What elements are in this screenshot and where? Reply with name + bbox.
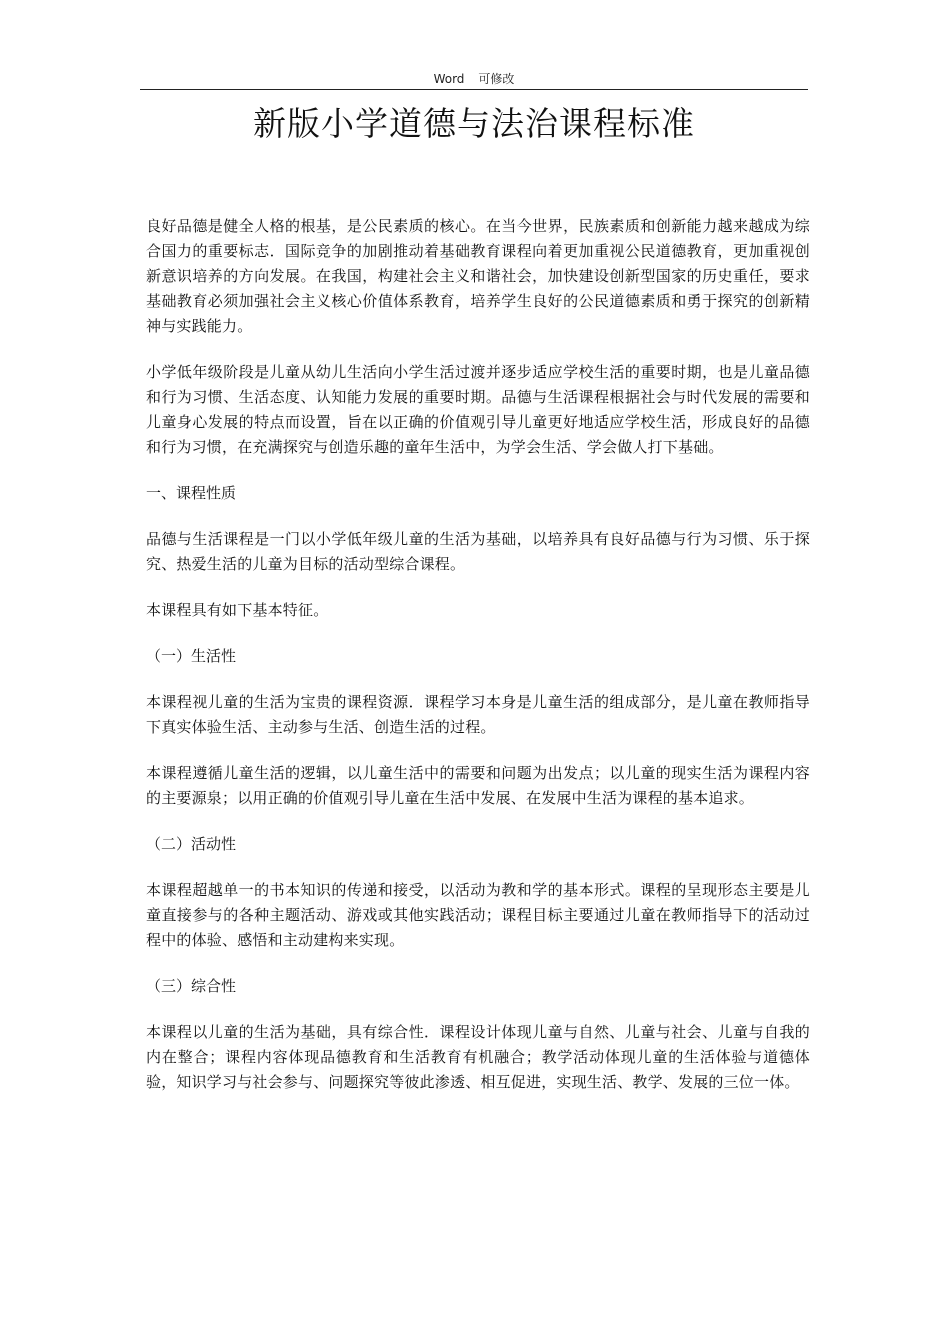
section-heading-nature: 一、课程性质 — [146, 484, 237, 502]
header-editable-note: 可修改 — [478, 72, 515, 86]
paragraph-life-1: 本课程视儿童的生活为宝贵的课程资源．课程学习本身是儿童生活的组成部分，是儿童在教师指导下真实体验生活、主动参与生活、创造生活的过程。 — [146, 693, 810, 736]
document-body — [146, 214, 810, 1116]
subheading-life: （一）生活性 — [146, 647, 237, 665]
page-header — [140, 70, 808, 90]
paragraph-features-intro: 本课程具有如下基本特征。 — [146, 601, 329, 619]
header-app-label: Word — [433, 72, 465, 86]
subheading-comprehensive: （三）综合性 — [146, 977, 237, 995]
paragraph-comprehensive: 本课程以儿童的生活为基础，具有综合性．课程设计体现儿童与自然、儿童与社会、儿童与自我的内在整合；课程内容体现品德教育和生活教育有机融合；教学活动体现儿童的生活体验与道德体验，知识学习与社会参与、问题探究等彼此渗透、相互促进，实现生活、教学、发展的三位一体。 — [146, 1023, 810, 1091]
paragraph-intro: 良好品德是健全人格的根基，是公民素质的核心。在当今世界，民族素质和创新能力越来越成为综合国力的重要标志．国际竞争的加剧推动着基础教育课程向着更加重视公民道德教育，更加重视创新意识培养的方向发展。在我国，构建社会主义和谐社会，加快建设创新型国家的历史重任，要求基础教育必须加强社会主义核心价值体系教育，培养学生良好的公民道德素质和勇于探究的创新精神与实践能力。 — [146, 217, 810, 335]
paragraph-life-2: 本课程遵循儿童生活的逻辑，以儿童生活中的需要和问题为出发点；以儿童的现实生活为课程内容的主要源泉；以用正确的价值观引导儿童在生活中发展、在发展中生活为课程的基本追求。 — [146, 764, 810, 807]
subheading-activity: （二）活动性 — [146, 835, 237, 853]
paragraph-activity: 本课程超越单一的书本知识的传递和接受，以活动为教和学的基本形式。课程的呈现形态主要是儿童直接参与的各种主题活动、游戏或其他实践活动；课程目标主要通过儿童在教师指导下的活动过程中的体验、感悟和主动建构来实现。 — [146, 881, 810, 949]
document-title: 新版小学道德与法治课程标准 — [253, 104, 695, 143]
paragraph-course-definition: 品德与生活课程是一门以小学低年级儿童的生活为基础，以培养具有良好品德与行为习惯、乐于探究、热爱生活的儿童为目标的活动型综合课程。 — [146, 530, 810, 573]
paragraph-lower-grades: 小学低年级阶段是儿童从幼儿生活向小学生活过渡并逐步适应学校生活的重要时期，也是儿童品德和行为习惯、生活态度、认知能力发展的重要时期。品德与生活课程根据社会与时代发展的需要和儿童身心发展的特点而设置，旨在以正确的价值观引导儿童更好地适应学校生活，形成良好的品德和行为习惯，在充满探究与创造乐趣的童年生活中，为学会生活、学会做人打下基础。 — [146, 363, 810, 456]
